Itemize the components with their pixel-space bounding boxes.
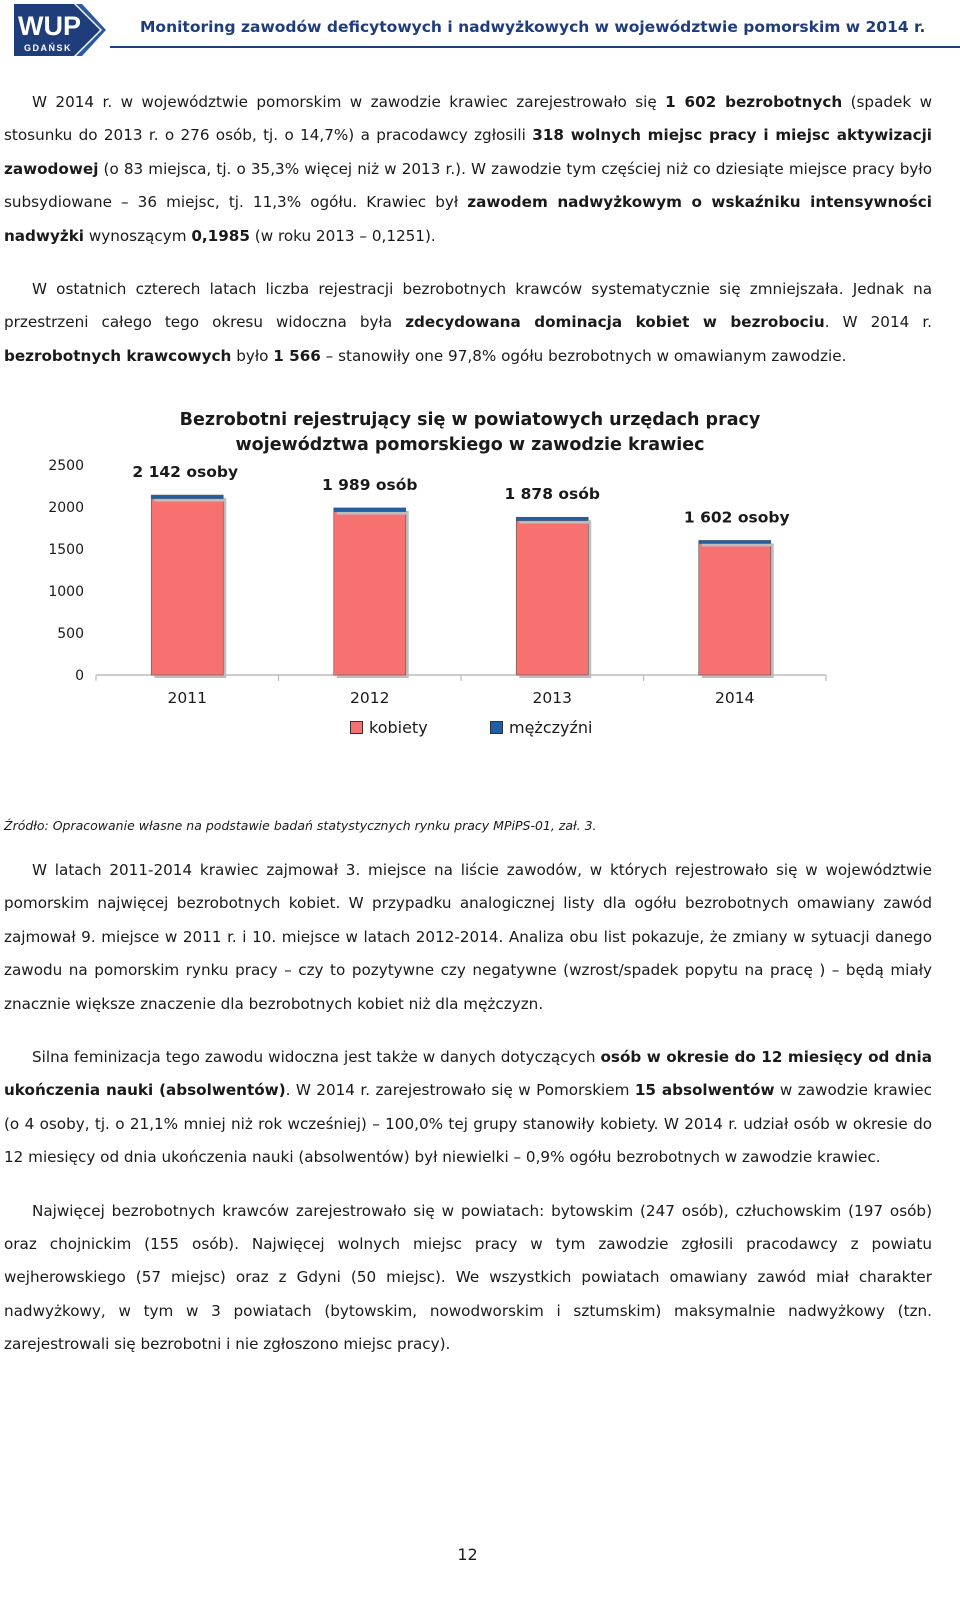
bold-text: zdecydowana dominacja kobiet w bezrobociu: [405, 313, 825, 332]
page-number: 12: [457, 1545, 478, 1564]
x-tick-label: 2012: [350, 689, 390, 707]
data-label: 1 878 osób: [504, 485, 601, 504]
text-segment: W latach 2011-2014 krawiec zajmował 3. miejsce na liście zawodów, w których rejestrowało się w województwie pomorskim najwięcej bezrobotnych kobiet. W przypadku analogicznej listy dla ogółu bezrobotnych omawiany zawód zajmował 9. miejsce w 2011 r. i 10. miejsce w latach 2012-2014. Analiza obu list pokazuje, że zmiany w sytuacji danego zawodu na pomorskim rynku pracy – czy to pozytywne czy negatywne (wzrost/spadek popytu na pracę ) – będą miały znacznie większe znaczenie dla bezrobotnych kobiet niż dla mężczyzn.: [4, 861, 932, 1013]
logo-text: WUP: [18, 11, 81, 41]
bar-mezczyzni-2011: [151, 495, 223, 499]
bold-text: 1 602 bezrobotnych: [665, 93, 843, 111]
x-tick-label: 2013: [532, 689, 572, 707]
legend-item-mezczyzni: [490, 718, 592, 737]
paragraph-gap: [4, 1175, 932, 1195]
y-tick-label: 500: [57, 626, 84, 642]
legend-item-kobiety: [350, 718, 428, 737]
text-segment: – stanowiły one 97,8% ogółu bezrobotnych w omawianym zawodzie.: [320, 346, 847, 365]
text-segment: w zawodzie krawiec (o 4 osoby, tj. o 21,1% mniej niż rok wcześniej) – 100,0% tej grupy stanowiły kobiety. W 2014 r. udział osób w okresie do 12 miesięcy od dnia ukończenia nauki (absolwentów) był niewielki – 0,9% ogółu bezrobotnych w zawodzie krawiec.: [4, 1081, 933, 1167]
legend-label-mezczyzni: mężczyźni: [509, 718, 593, 737]
y-tick-label: 0: [75, 668, 84, 684]
wup-logo: [12, 2, 106, 58]
bold-text: 318 wolnych miejsc pracy i miejsc aktywizacji zawodowej: [4, 126, 932, 178]
bold-text: bezrobotnych krawcowych: [4, 346, 232, 365]
header-divider: [110, 46, 960, 48]
x-tick-label: 2011: [167, 689, 207, 707]
header-title: Monitoring zawodów deficytowych i nadwyżkowych w województwie pomorskim w 2014 r.: [140, 18, 926, 36]
bold-text: 1 566: [273, 346, 321, 365]
source-note: Źródło: Opracowanie własne na podstawie badań statystycznych rynku pracy MPiPS-01, zał. 3.: [4, 818, 597, 833]
text-segment: Najwięcej bezrobotnych krawców zarejestrowało się w powiatach: bytowskim (247 osób), człuchowskim (197 osób) oraz chojnickim (155 osób). Najwięcej wolnych miejsc pracy w tym zawodzie zgłosili pracodawcy z powiatu wejherowskiego (57 miejsc) oraz z Gdyni (50 miejsc). We wszystkich powiatach omawiany zawód miał charakter nadwyżkowy, w tym w 3 powiatach (bytowskim, nowodworskim i sztumskim) maksymalnie nadwyżkowy (tzn. zarejestrowali się bezrobotni i nie zgłoszono miejsc pracy).: [4, 1201, 932, 1354]
x-tick-label: 2014: [715, 689, 755, 707]
body-text-bottom: [4, 854, 932, 1362]
data-label: 1 989 osób: [321, 475, 418, 494]
bar-kobiety-2014: [699, 543, 771, 675]
bold-text: 15 absolwentów: [634, 1081, 775, 1100]
text-segment: (spadek w stosunku do 2013 r. o 276 osób, tj. o 14,7%) a pracodawcy zgłosili: [4, 93, 932, 145]
logo-subtext: GDAŃSK: [24, 43, 73, 53]
text-segment: W 2014 r. w województwie pomorskim w zawodzie krawiec zarejestrowało się: [32, 93, 666, 111]
legend-swatch-kobiety: [350, 721, 363, 734]
bar-kobiety-2012: [334, 512, 406, 675]
text-segment: . W 2014 r. zarejestrowało się w Pomorskiem: [285, 1081, 635, 1100]
bar-chart: [0, 400, 960, 710]
text-segment: było: [231, 346, 274, 365]
bar-kobiety-2011: [151, 499, 223, 675]
text-segment: (w roku 2013 – 0,1251).: [249, 226, 436, 245]
bold-text: osób w okresie do 12 miesięcy od dnia ukończenia nauki (absolwentów): [4, 1048, 932, 1100]
bar-mezczyzni-2014: [699, 540, 771, 543]
paragraph-4: [4, 1041, 932, 1175]
paragraph-1: [4, 86, 932, 253]
bar-mezczyzni-2013: [516, 517, 588, 520]
bar-mezczyzni-2012: [334, 508, 406, 512]
data-label: 1 602 osoby: [683, 508, 790, 527]
legend-label-kobiety: kobiety: [369, 718, 428, 737]
body-text-top: [4, 86, 932, 373]
chart-container: [0, 400, 960, 780]
bar-shadow: [702, 543, 774, 546]
text-segment: W ostatnich czterech latach liczba rejestracji bezrobotnych krawców systematycznie się zmniejszała. Jednak na przestrzeni całego tego okresu widoczna była: [4, 280, 932, 332]
paragraph-2: [4, 273, 932, 373]
chart-title: Bezrobotni rejestrujący się w powiatowych urzędach pracy województwa pomorskiego w zawodzie krawiec: [179, 410, 761, 455]
data-label: 2 142 osoby: [132, 463, 239, 482]
bold-text: 0,1985: [191, 226, 250, 245]
y-tick-label: 2000: [48, 500, 84, 516]
y-tick-label: 1500: [48, 542, 84, 558]
text-segment: Silna feminizacja tego zawodu widoczna jest także w danych dotyczących: [32, 1048, 601, 1067]
paragraph-gap: [4, 1021, 932, 1041]
bar-kobiety-2013: [516, 521, 588, 675]
text-segment: . W 2014 r.: [824, 313, 932, 332]
y-tick-label: 1000: [48, 584, 84, 600]
text-segment: wynoszącym: [84, 226, 192, 245]
paragraph-gap: [4, 253, 932, 273]
page-header: [0, 0, 960, 62]
text-segment: (o 83 miejsca, tj. o 35,3% więcej niż w 2013 r.). W zawodzie tym częściej niż co dziesiąte miejsce pracy było subsydiowane – 36 miejsc, tj. 11,3% ogółu. Krawiec był: [4, 159, 932, 212]
y-tick-label: 2500: [48, 458, 84, 474]
paragraph-3: [4, 854, 932, 1021]
legend-swatch-mezczyzni: [490, 721, 503, 734]
paragraph-5: [4, 1195, 932, 1362]
bold-text: zawodem nadwyżkowym o wskaźniku intensywności nadwyżki: [4, 193, 933, 245]
